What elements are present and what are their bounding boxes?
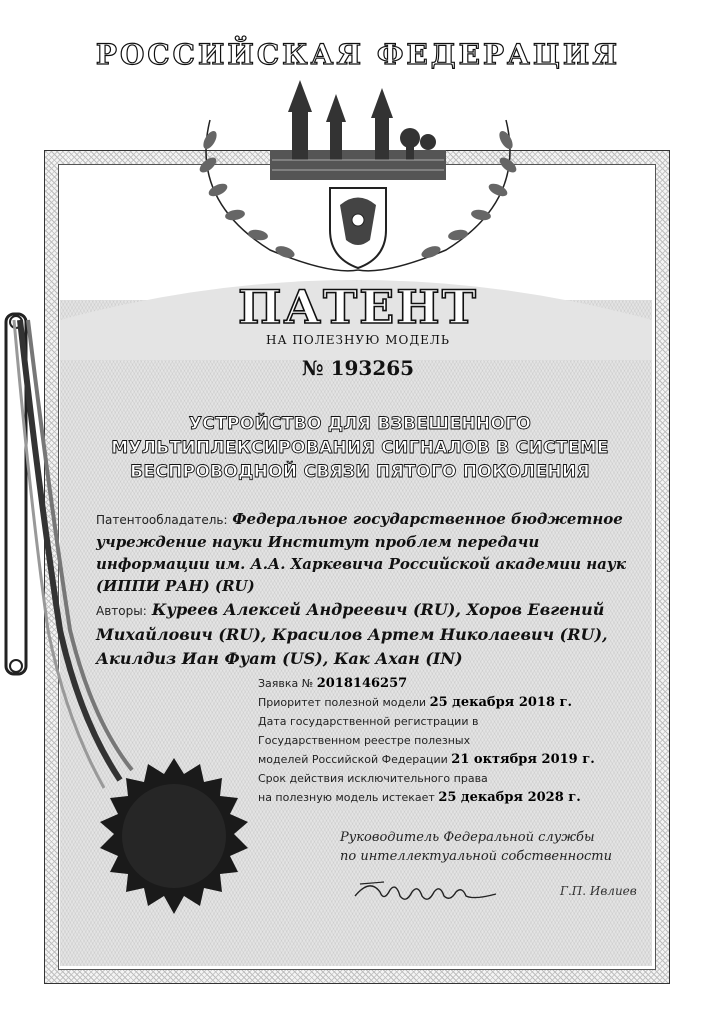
country-title: РОССИЙСКАЯ ФЕДЕРАЦИЯ [95,38,621,71]
priority-row [258,693,618,712]
priority-date: 25 декабря 2018 г. [429,695,573,710]
state-reg-row [258,750,618,769]
ribbon-icon [0,300,140,820]
invention-title-line: УСТРОЙСТВО ДЛЯ ВЗВЕШЕННОГО [188,414,532,434]
priority-label: Приоритет полезной модели [258,696,427,709]
signatory-title-line: по интеллектуальной собственности [340,849,613,864]
application-label: Заявка № [258,677,314,690]
holder-value: Федеральное государственное бюджетное учреждение науки Институт проблем передачи информации им. А.А. Харкевича Российской академии наук (ИППИ РАН) (RU) [96,510,627,595]
application-number: 2018146257 [316,676,408,691]
state-reg-label-1: Дата государственной регистрации в [258,715,479,728]
authors-value: Куреев Алексей Андреевич (RU), Хоров Евгений Михайлович (RU), Красилов Артем Николаевич (RU), Акилдиз Иан Фуат (US), Как Ахан (IN) [96,600,608,668]
document-type-title: ПАТЕНТ [238,280,478,334]
signatory-name: Г.П. Ивлиев [560,884,637,898]
authors-label: Авторы: [96,604,147,618]
authors [96,598,636,671]
registration-details [258,674,618,807]
expiry-label-2: на полезную модель истекает [258,791,435,804]
signatory-title-line: Руководитель Федеральной службы [340,830,595,845]
patent-holder [96,508,636,597]
invention-title-line: МУЛЬТИПЛЕКСИРОВАНИЯ СИГНАЛОВ В СИСТЕМЕ [111,438,609,458]
wax-seal-icon [84,754,264,924]
state-reg-label-3: моделей Российской Федерации [258,753,448,766]
expiry-label-1: Срок действия исключительного права [258,772,488,785]
invention-title [80,412,640,484]
signatory-title [340,828,640,866]
state-reg-label-2: Государственном реестре полезных [258,734,471,747]
expiry-row [258,788,618,807]
kremlin-coat-of-arms-icon [180,80,536,280]
document-subtitle: НА ПОЛЕЗНУЮ МОДЕЛЬ [266,333,450,347]
expiry-date: 25 декабря 2028 г. [438,790,581,805]
holder-label: Патентообладатель: [96,513,228,527]
invention-title-line: БЕСПРОВОДНОЙ СВЯЗИ ПЯТОГО ПОКОЛЕНИЯ [130,462,590,482]
state-reg-date: 21 октября 2019 г. [451,752,595,767]
handwritten-signature [350,874,500,910]
patent-number: № 193265 [301,356,415,380]
application-row [258,674,618,693]
